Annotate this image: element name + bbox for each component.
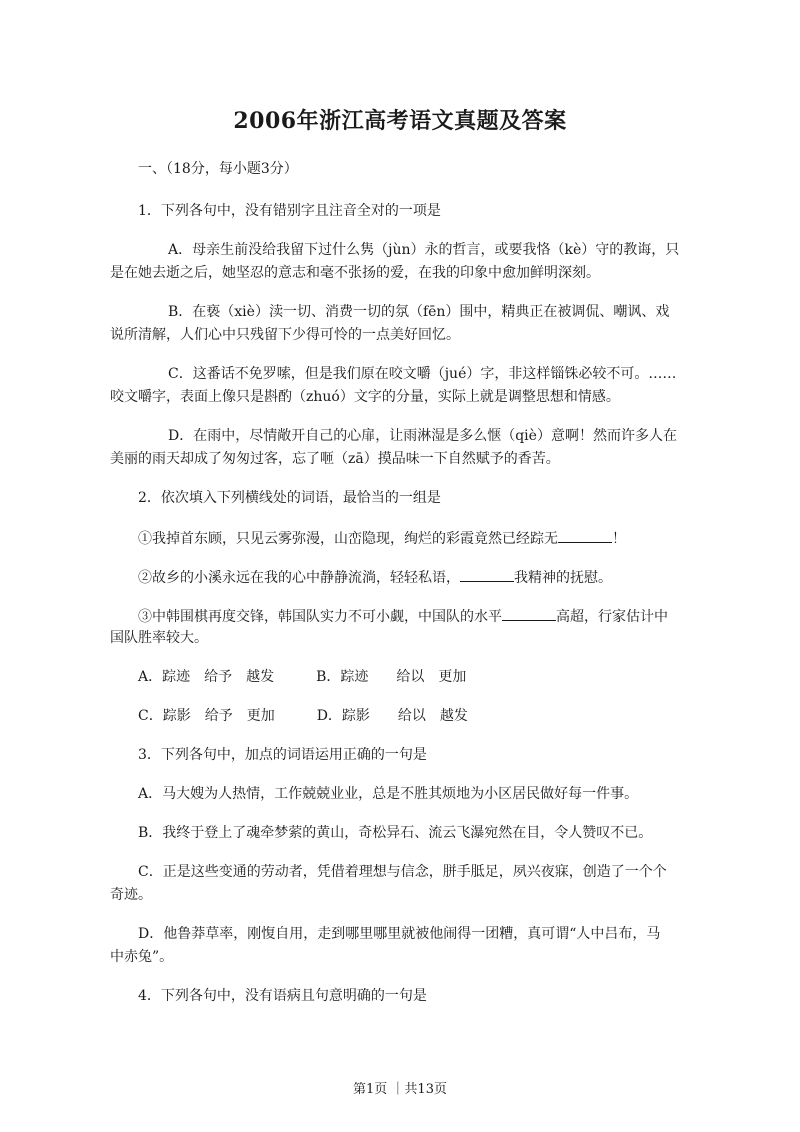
document-title: 2006年浙江高考语文真题及答案 (233, 108, 567, 134)
q3-option-d-line2: 中赤兔”。 (110, 949, 174, 965)
section-header: 一、（18分，每小题3分） (138, 161, 298, 177)
q1-option-a-line1: A．母亲生前没给我留下过什么隽（jùn）永的哲言，或要我恪（kè）守的教诲，只 (168, 242, 680, 258)
q3-option-d-line1: D．他鲁莽草率，刚愎自用，走到哪里哪里就被他闹得一团糟，真可谓“人中吕布，马 (138, 926, 661, 942)
q3-option-c-line2: 奇迹。 (110, 887, 152, 903)
q2-sentence-1: ①我掉首东顾，只见云雾弥漫，山峦隐现，绚烂的彩霞竟然已经踪无 ！ (138, 531, 626, 547)
q3-option-a: A．马大嫂为人热情，工作兢兢业业，总是不胜其烦地为小区居民做好每一件事。 (138, 786, 639, 802)
question-3-stem: 3．下列各句中，加点的词语运用正确的一句是 (138, 747, 427, 763)
q2-options-ab: A．踪迹 给予 越发 B．踪迹 给以 更加 (138, 669, 467, 685)
q1-option-b-line1: B．在亵（xiè）渎一切、消费一切的氛（fēn）围中，精典正在被调侃、嘲讽、戏 (168, 304, 670, 320)
q2-sentence-2: ②故乡的小溪永远在我的心中静静流淌，轻轻私语， 我精神的抚慰。 (138, 570, 612, 586)
answer-blank (502, 608, 556, 621)
page-footer: 第1页 ｜共13页 (353, 1082, 447, 1097)
question-4-stem: 4．下列各句中，没有语病且句意明确的一句是 (138, 988, 427, 1004)
q3-option-c-line1: C．正是这些变通的劳动者，凭借着理想与信念，胼手胝足，夙兴夜寐，创造了一个个 (138, 864, 667, 880)
answer-blank (460, 569, 514, 582)
q1-option-d-line2: 美丽的雨天却成了匆匆过客，忘了咂（zā）摸品味一下自然赋予的香苦。 (110, 451, 560, 467)
question-1-stem: 1．下列各句中，没有错别字且注音全对的一项是 (138, 203, 441, 219)
q2-options-cd: C．踪影 给予 更加 D．踪影 给以 越发 (138, 708, 468, 724)
q1-option-c-line2: 咬文嚼字，表面上像只是斟酌（zhuó）文字的分量，实际上就是调整思想和情感。 (110, 389, 620, 405)
q3-option-b: B．我终于登上了魂牵梦萦的黄山，奇松异石、流云飞瀑宛然在目，令人赞叹不已。 (138, 825, 653, 841)
q1-option-b-line2: 说所清解，人们心中只残留下少得可怜的一点美好回忆。 (110, 327, 460, 343)
q2-sentence-3-line1: ③中韩围棋再度交锋，韩国队实力不可小觑，中国队的水平 高超，行家估计中 (138, 609, 668, 625)
q1-option-c-line1: C．这番话不免罗嗦，但是我们原在咬文嚼（jué）字，非这样锱铢必较不可。…… (168, 366, 677, 382)
q1-option-a-line2: 是在她去逝之后，她坚忍的意志和毫不张扬的爱，在我的印象中愈加鲜明深刻。 (110, 265, 600, 281)
q2-sentence-3-line2: 国队胜率较大。 (110, 630, 208, 646)
question-2-stem: 2．依次填入下列横线处的词语，最恰当的一组是 (138, 490, 441, 506)
q1-option-d-line1: D．在雨中，尽情敞开自己的心扉，让雨淋湿是多么惬（qiè）意啊！然而许多人在 (168, 428, 677, 444)
answer-blank (558, 530, 612, 543)
